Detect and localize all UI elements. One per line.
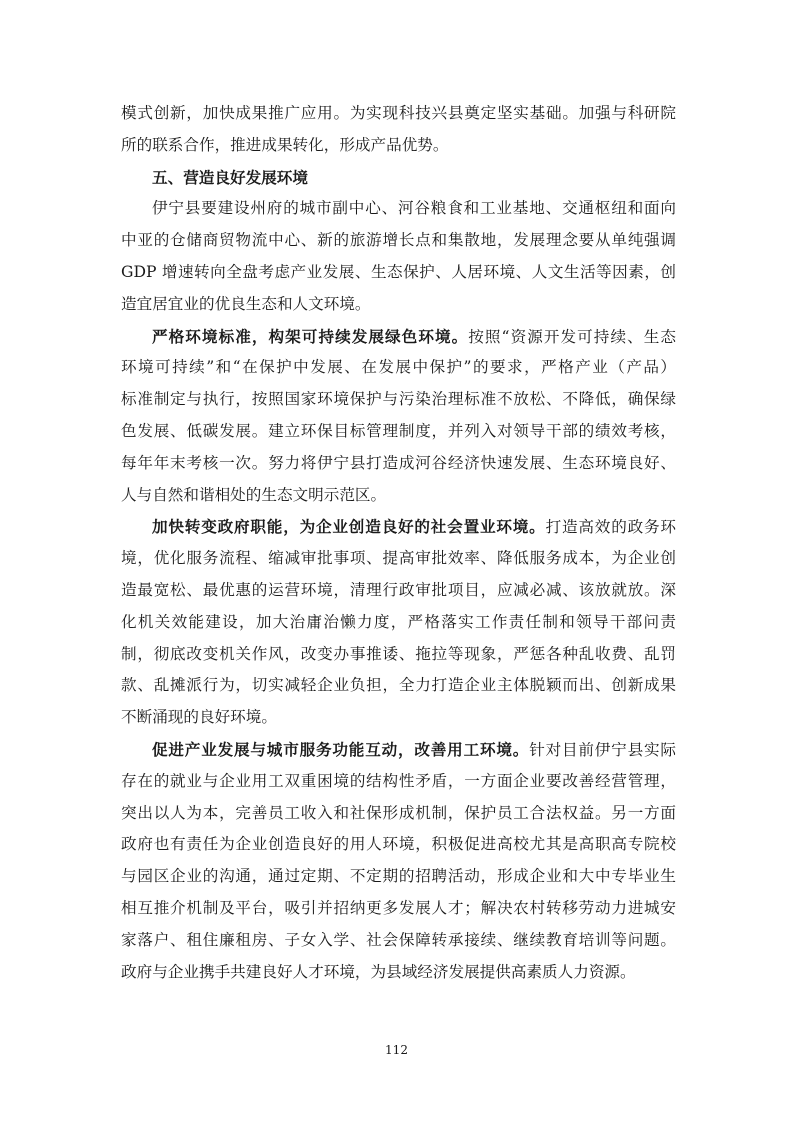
text-line: 每年年末考核一次。努力将伊宁县打造成河谷经济快速发展、生态环境良好、 (121, 453, 676, 472)
text-line: GDP 增速转向全盘考虑产业发展、生态保护、人居环境、人文生活等因素，创 (121, 262, 676, 281)
paragraph-text: 按照“资源开发可持续、生态 (468, 327, 676, 346)
paragraph-lead: 加快转变政府职能，为企业创造良好的社会置业环境。 (152, 517, 546, 537)
paragraph-lead: 严格环境标准，构架可持续发展绿色环境。 (152, 326, 469, 346)
text-line: 相互推介机制及平台，吸引并招纳更多发展人才；解决农村转移劳动力进城安 (121, 898, 676, 917)
text-line: 款、乱摊派行为，切实减轻企业负担，全力打造企业主体脱颖而出、创新成果 (121, 676, 676, 695)
paragraph-first-line (121, 734, 676, 766)
paragraph-first-line (121, 511, 676, 543)
text-line: 存在的就业与企业用工双重困境的结构性矛盾，一方面企业要改善经营管理， (121, 771, 676, 790)
paragraph-text: 打造高效的政务环 (545, 518, 676, 537)
text-line: 环境可持续”和“在保护中发展、在发展中保护”的要求，严格产业（产品） (121, 358, 676, 377)
body-text (121, 98, 676, 988)
paragraph-first-line (121, 321, 676, 353)
text-line: 制，彻底改变机关作风，改变办事推诿、拖拉等现象，严惩各种乱收费、乱罚 (121, 644, 676, 663)
paragraph-text: 针对目前伊宁县实际 (529, 740, 676, 759)
text-line: 所的联系合作，推进成果转化，形成产品优势。 (121, 135, 449, 154)
text-line: 中亚的仓储商贸物流中心、新的旅游增长点和集散地，发展理念要从单纯强调 (121, 231, 676, 250)
text-line: 色发展、低碳发展。建立环保目标管理制度，并列入对领导干部的绩效考核， (121, 421, 676, 440)
text-line: 造最宽松、最优惠的运营环境，清理行政审批项目，应减必减、该放就放。深 (121, 580, 676, 599)
text-line: 造宜居宜业的优良生态和人文环境。 (121, 294, 371, 313)
text-line: 突出以人为本，完善员工收入和社保形成机制，保护员工合法权益。另一方面 (121, 803, 676, 822)
text-line: 政府也有责任为企业创造良好的用人环境，积极促进高校尤其是高职高专院校 (121, 835, 676, 854)
text-line: 境，优化服务流程、缩减审批事项、提高审批效率、降低服务成本，为企业创 (121, 549, 676, 568)
text-line: 不断涌现的良好环境。 (121, 708, 277, 727)
text-line: 标准制定与执行，按照国家环境保护与污染治理标准不放松、不降低，确保绿 (121, 390, 676, 409)
text-line: 家落户、租住廉租房、子女入学、社会保障转承接续、继续教育培训等问题。 (121, 930, 676, 949)
text-line: 政府与企业携手共建良好人才环境，为县域经济发展提供高素质人力资源。 (121, 962, 636, 981)
text-line: 与园区企业的沟通，通过定期、不定期的招聘活动，形成企业和大中专毕业生 (121, 867, 676, 886)
page-number: 112 (385, 1043, 408, 1057)
text-line: 化机关效能建设，加大治庸治懒力度，严格落实工作责任制和领导干部问责 (121, 612, 676, 631)
text-line: 人与自然和谐相处的生态文明示范区。 (121, 485, 387, 504)
paragraph-lead: 促进产业发展与城市服务功能互动，改善用工环境。 (152, 739, 530, 759)
section-heading: 五、营造良好发展环境 (152, 167, 308, 187)
text-line: 模式创新，加快成果推广应用。为实现科技兴县奠定坚实基础。加强与科研院 (121, 104, 676, 122)
text-line: 伊宁县要建设州府的城市副中心、河谷粮食和工业基地、交通枢纽和面向 (152, 199, 676, 218)
